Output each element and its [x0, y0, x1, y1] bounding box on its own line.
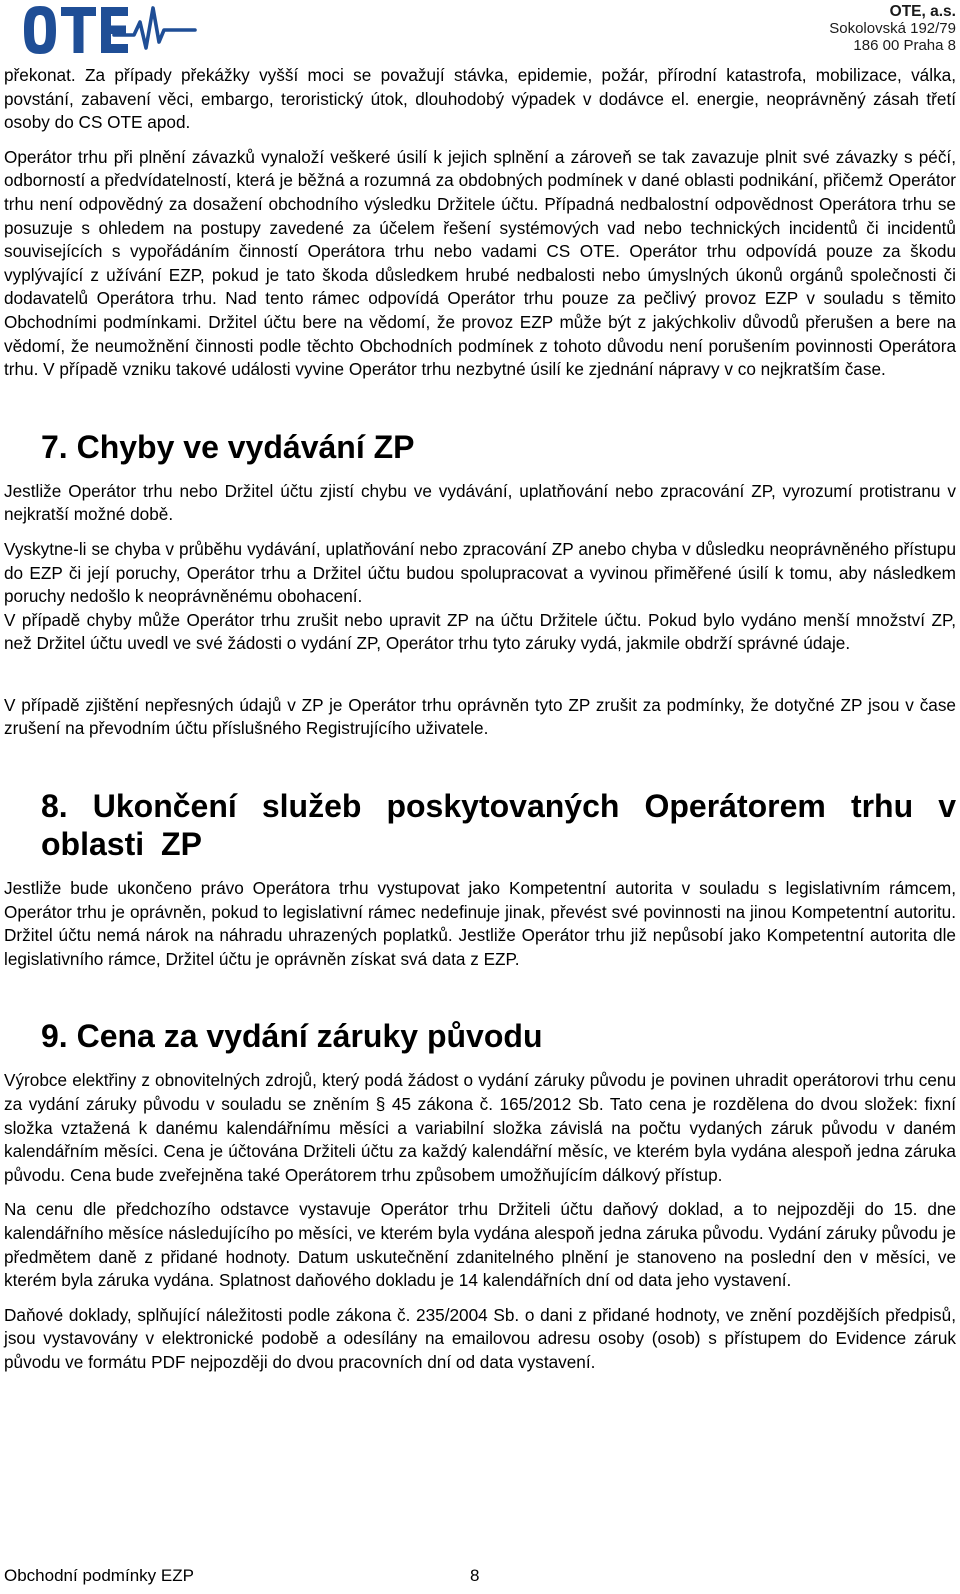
paragraph: Na cenu dle předchozího odstavce vystavuje Operátor trhu Držiteli účtu daňový doklad, a to nejpozději do 15. dne kalendářního měsíce následujícího po měsíci, ve kterém byla vydána alespoň jedna záruka původu. Vydání záruky původu je předmětem daně z přidané hodnoty. Datum uskutečnění zdanitelného plnění je stanoveno na poslední den v měsíci, ve kterém byla záruka vydána. Splatnost daňového dokladu je 14 kalendářních dní od data jeho vystavení. [4, 1199, 956, 1291]
paragraph: Daňové doklady, splňující náležitosti podle zákona č. 235/2004 Sb. o dani z přidané hodnoty, ve znění pozdějších předpisů, jsou vystavovány v elektronické podobě a odesílány na emailovou adresu osoby (osob) s přístupem do Evidence záruk původu ve formátu PDF nejpozději do dvou pracovních dní od data vystavení. [4, 1304, 956, 1372]
section-heading-7: 7. Chyby ve vydávání ZP [41, 428, 415, 465]
company-address [829, 3, 956, 54]
paragraph: Jestliže Operátor trhu nebo Držitel účtu zjistí chybu ve vydávání, uplatňování nebo zpracování ZP, vyrozumí protistranu v nejkratší možné době. [4, 480, 956, 525]
paragraph: Vyskytne-li se chyba v průběhu vydávání, uplatňování nebo zpracování ZP anebo chyba v důsledku neoprávněného přístupu do EZP či její poruchy, Operátor trhu a Držitel účtu budou spolupracovat a vyvinou přiměřené úsilí k tomu, aby následkem poruchy nedošlo k neoprávněnému obohacení. [4, 538, 956, 607]
paragraph: Výrobce elektřiny z obnovitelných zdrojů, který podá žádost o vydání záruky původu je povinen uhradit operátorovi trhu cenu za vydání záruky původu v souladu se zněním § 45 zákona č. 165/2012 Sb. Tato cena je rozdělena do dvou složek: fixní složka vztažená k danému kalendářnímu měsíci a variabilní složka závislá na počtu vydaných záruk původu v daném kalendářním měsíci. Cena je účtována Držiteli účtu za každý kalendářní měsíc, ve kterém byla vydána alespoň jedna záruka původu. Cena bude zveřejněna také Operátorem trhu způsobem umožňujícím dálkový přístup. [4, 1070, 956, 1185]
page-footer [4, 1566, 480, 1586]
company-city: 186 00 Praha 8 [853, 37, 956, 54]
document-body [4, 64, 956, 1375]
paragraph: V případě zjištění nepřesných údajů v ZP je Operátor trhu oprávněn tyto ZP zrušit za podmínky, že dotyčné ZP jsou v čase zrušení na převodním účtu příslušného Registrujícího uživatele. [4, 694, 956, 739]
paragraph: překonat. Za případy překážky vyšší moci se považují stávka, epidemie, požár, přírodní katastrofa, mobilizace, válka, povstání, zabavení věci, embargo, teroristický útok, dlouhodobý výpadek v dodávce el. energie, neoprávněný zásah třetí osoby do CS OTE apod. [4, 65, 956, 133]
ote-logo-icon [22, 2, 197, 58]
company-name: OTE, a.s. [889, 3, 956, 20]
paragraph: V případě chyby může Operátor trhu zrušit nebo upravit ZP na účtu Držitele účtu. Pokud bylo vydáno menší množství ZP, než Držitel účtu uvedl ve své žádosti o vydání ZP, Operátor trhu tyto záruky vydá, jakmile obdrží správné údaje. [4, 609, 956, 654]
footer-title: Obchodní podmínky EZP [4, 1566, 194, 1585]
company-street: Sokolovská 192/79 [829, 20, 956, 37]
section-heading-9: 9. Cena za vydání záruky původu [41, 1018, 543, 1055]
paragraph: Jestliže bude ukončeno právo Operátora trhu vystupovat jako Kompetentní autorita v souladu s legislativním rámcem, Operátor trhu je oprávněn, pokud to legislativní rámec nedefinuje jinak, převést své povinnosti na jinou Kompetentní autoritu. Držitel účtu nemá nárok na náhradu uhrazených poplatků. Jestliže Operátor trhu již nepůsobí jako Kompetentní autorita dle legislativního rámce, Držitel účtu je oprávněn získat svá data z EZP. [4, 878, 956, 969]
paragraph: Operátor trhu při plnění závazků vynaloží veškeré úsilí k jejich splnění a zároveň se tak zavazuje plnit své závazky s péčí, odborností a předvídatelností, která je běžná a rozumná za obdobných podmínek v dané oblasti podnikání, přičemž Operátor trhu není odpovědný za dosažení obchodního výsledku Držitele účtu. Případná nedbalostní odpovědnost Operátora trhu se posuzuje s ohledem na postupy zavedené za účelem řešení systémových vad nebo technických incidentů či incidentů souvisejících s vypořádáním činností Operátora trhu nebo vadami CS OTE. Operátor trhu odpovídá pouze za škodu vyplývající z užívání EZP, pokud je tato škoda důsledkem hrubé nedbalosti nebo úmyslných úkonů orgánů společnosti či dodavatelů Operátora trhu. Nad tento rámec odpovídá Operátor trhu pouze za pečlivý provoz EZP v souladu s těmito Obchodními podmínkami. Držitel účtu bere na vědomí, že provoz EZP může být z jakýchkoliv důvodů přerušen a bere na vědomí, že neumožnění činnosti podle těchto Obchodních podmínek z tohoto důvodu není porušením povinnosti Operátora trhu. V případě vzniku takové události vyvine Operátor trhu nezbytné úsilí ke zjednání nápravy v co nejkratším čase. [4, 146, 956, 380]
section-heading-8: 8. Ukončení služeb poskytovaných Operátorem trhu v oblasti ZP [41, 788, 956, 863]
page-number: 8 [470, 1566, 480, 1585]
page-header [0, 0, 960, 62]
